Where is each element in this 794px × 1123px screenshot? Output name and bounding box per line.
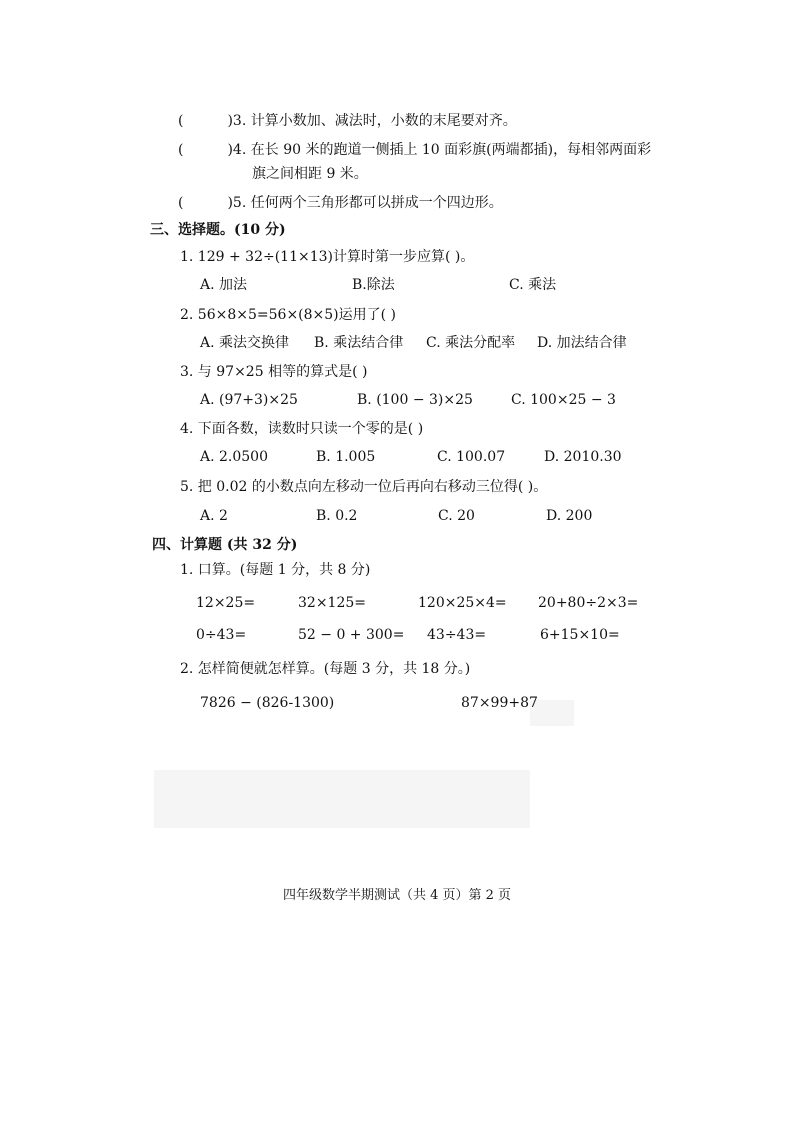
q2-option-a: A. 乘法交换律 <box>200 335 290 351</box>
mental-calc-2: 32×125= <box>298 595 366 611</box>
q4-option-d: D. 2010.30 <box>544 449 622 465</box>
q5-option-d: D. 200 <box>546 508 593 524</box>
simplify-problem-1: 7826 − (826-1300) <box>200 695 335 711</box>
mental-calc-6: 52 − 0 + 300= <box>298 627 405 643</box>
section-4-title: 四、计算题 (共 32 分) <box>152 537 298 553</box>
section-4-part-1-title: 1. 口算。(每题 1 分，共 8 分) <box>180 562 371 578</box>
judgement-item-5: ( )5. 任何两个三角形都可以拼成一个四边形。 <box>178 195 503 211</box>
q1-option-b: B.除法 <box>352 277 395 293</box>
mental-calc-3: 120×25×4= <box>418 595 507 611</box>
q4-option-b: B. 1.005 <box>316 449 376 465</box>
q3-option-b: B. (100 − 3)×25 <box>357 392 473 408</box>
q4-option-a: A. 2.0500 <box>200 449 268 465</box>
mental-calc-8: 6+15×10= <box>540 627 620 643</box>
q5-option-a: A. 2 <box>200 508 228 524</box>
q3-option-c: C. 100×25 − 3 <box>511 392 616 408</box>
q3-option-a: A. (97+3)×25 <box>200 392 298 408</box>
q4-option-c: C. 100.07 <box>437 449 506 465</box>
mental-calc-1: 12×25= <box>196 595 256 611</box>
mental-calc-5: 0÷43= <box>196 627 247 643</box>
mental-calc-7: 43÷43= <box>427 627 487 643</box>
scan-smudge <box>530 700 574 726</box>
q2-stem: 2. 56×8×5=56×(8×5)运用了( ) <box>180 307 397 323</box>
q1-option-c: C. 乘法 <box>509 277 557 293</box>
simplify-problem-2: 87×99+87 <box>461 695 538 711</box>
section-3-title: 三、选择题。(10 分) <box>150 222 286 238</box>
judgement-item-4: ( )4. 在长 90 米的跑道一侧插上 10 面彩旗(两端都插)，每相邻两面彩 <box>178 142 652 158</box>
judgement-item-3: ( )3. 计算小数加、减法时，小数的末尾要对齐。 <box>178 113 517 129</box>
q1-option-a: A. 加法 <box>200 277 248 293</box>
q5-option-b: B. 0.2 <box>316 508 358 524</box>
mental-calc-4: 20+80÷2×3= <box>538 595 639 611</box>
q3-stem: 3. 与 97×25 相等的算式是( ) <box>180 364 368 380</box>
section-4-part-2-title: 2. 怎样简便就怎样算。(每题 3 分，共 18 分。) <box>180 661 471 677</box>
page-footer: 四年级数学半期测试（共 4 页）第 2 页 <box>282 888 512 903</box>
q5-option-c: C. 20 <box>438 508 475 524</box>
judgement-item-4-continuation: 旗之间相距 9 米。 <box>252 166 368 182</box>
q2-option-c: C. 乘法分配率 <box>426 335 516 351</box>
q1-stem: 1. 129 + 32÷(11×13)计算时第一步应算( )。 <box>180 249 475 265</box>
q2-option-d: D. 加法结合律 <box>537 335 627 351</box>
q2-option-b: B. 乘法结合律 <box>314 335 404 351</box>
q5-stem: 5. 把 0.02 的小数点向左移动一位后再向右移动三位得( )。 <box>180 479 548 495</box>
q4-stem: 4. 下面各数，读数时只读一个零的是( ) <box>180 421 424 437</box>
scan-smudge <box>154 770 530 828</box>
